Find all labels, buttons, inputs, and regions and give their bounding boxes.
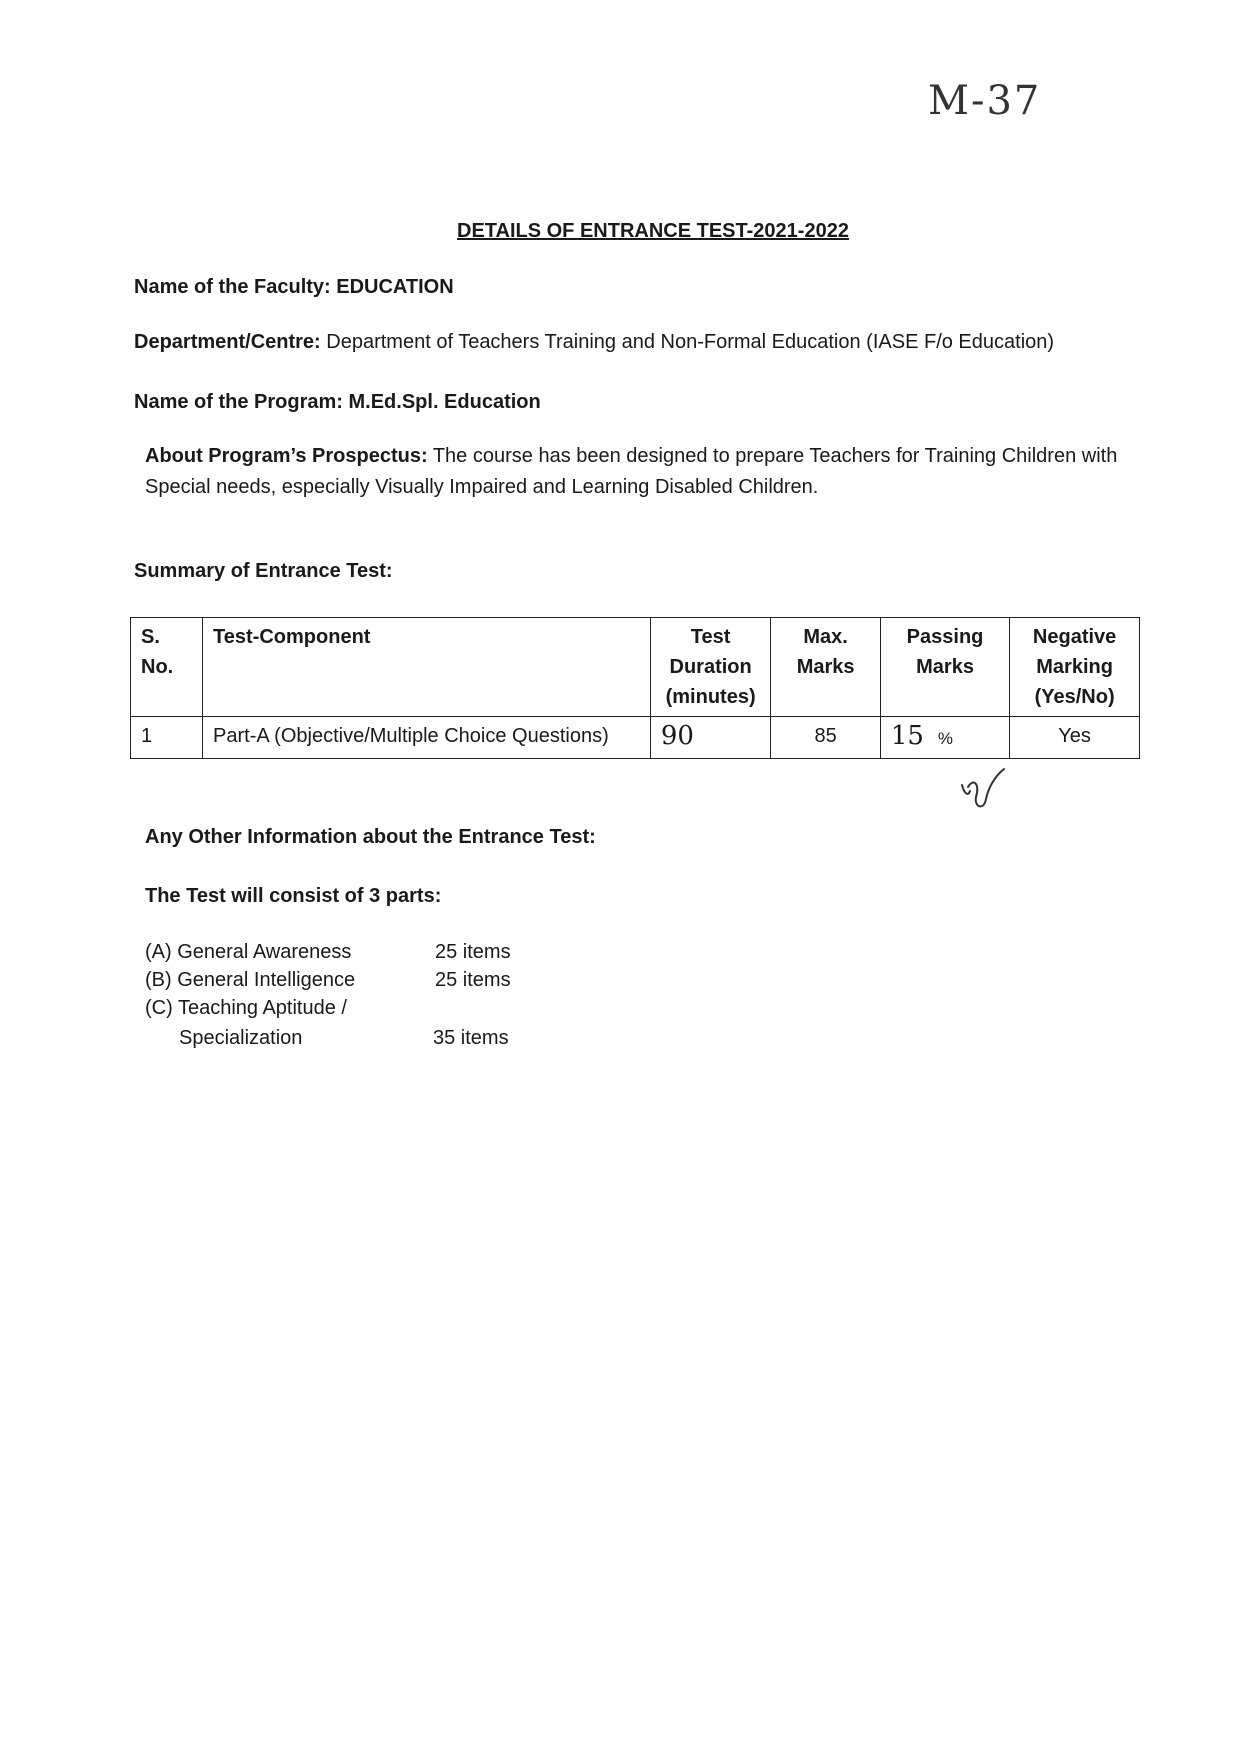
header-sno: S. No.: [131, 618, 203, 717]
program-label: Name of the Program:: [134, 391, 343, 413]
header-max-marks: Max. Marks: [771, 618, 880, 717]
handwritten-initials: [954, 767, 1010, 815]
department-field: [134, 327, 1054, 357]
faculty-value: EDUCATION: [336, 276, 454, 298]
part-label: (B) General Intelligence: [145, 969, 356, 991]
summary-heading: Summary of Entrance Test:: [134, 560, 393, 582]
passing-marks-handwritten: 15: [890, 721, 924, 751]
cell-duration-handwritten: 90: [650, 717, 771, 759]
other-info-heading: Any Other Information about the Entrance Test:: [145, 826, 596, 848]
department-value: Department of Teachers Training and Non-Formal Education (IASE F/o Education): [326, 331, 1055, 353]
prospectus-label: About Program’s Prospectus:: [145, 445, 428, 467]
cell-negative-marking: Yes: [1010, 717, 1140, 759]
cell-component: Part-A (Objective/Multiple Choice Questions): [203, 717, 651, 759]
department-label: Department/Centre:: [134, 331, 321, 353]
part-items: 25 items: [435, 969, 511, 991]
cell-max-marks: 85: [771, 717, 880, 759]
faculty-field: [134, 272, 454, 302]
header-duration: Test Duration (minutes): [650, 618, 771, 717]
part-label: Specialization: [179, 1027, 303, 1049]
program-field: [134, 387, 541, 417]
header-passing-marks: Passing Marks: [880, 618, 1009, 717]
page-title: DETAILS OF ENTRANCE TEST-2021-2022: [457, 220, 849, 242]
cell-sno: 1: [131, 717, 203, 759]
passing-marks-unit: %: [937, 729, 954, 748]
handwritten-document-reference: M-37: [928, 78, 1042, 124]
part-label: (A) General Awareness: [145, 941, 352, 963]
part-items: 35 items: [433, 1027, 509, 1049]
prospectus-text: The course has been designed to prepare Teachers for Training Children with Special needs, especially Visually Impaired and Learning Disabled Children.: [145, 445, 1118, 498]
program-value: M.Ed.Spl. Education: [348, 391, 541, 413]
header-component: Test-Component: [203, 618, 651, 717]
header-negative-marking: Negative Marking (Yes/No): [1010, 618, 1140, 717]
faculty-label: Name of the Faculty:: [134, 276, 331, 298]
summary-table: [130, 617, 1140, 759]
part-items: 25 items: [435, 941, 511, 963]
part-label: (C) Teaching Aptitude /: [145, 997, 347, 1019]
table-row: [131, 717, 1140, 759]
parts-heading: The Test will consist of 3 parts:: [145, 885, 442, 907]
summary-table-header-row: [131, 618, 1140, 717]
prospectus-paragraph: [145, 441, 1135, 503]
cell-passing-marks: [880, 717, 1009, 759]
